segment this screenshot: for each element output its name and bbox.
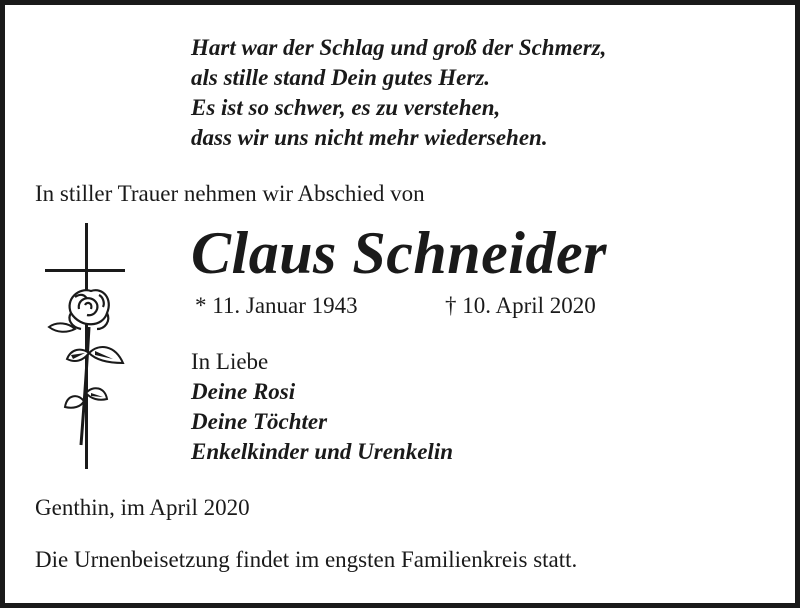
mourners-list [191,347,453,467]
deceased-name: Claus Schneider [191,220,607,286]
death-date: † 10. April 2020 [445,293,596,318]
poem-line: als stille stand Dein gutes Herz. [191,65,491,90]
cross-with-rose-icon [41,223,133,473]
poem-line: Es ist so schwer, es zu verstehen, [191,95,501,120]
mourner-name: Enkelkinder und Urenkelin [191,439,453,464]
poem-line: dass wir uns nicht mehr wiedersehen. [191,125,548,150]
mourner-name: Deine Töchter [191,409,328,434]
place-and-date: Genthin, im April 2020 [35,495,250,520]
birth-date: * 11. Januar 1943 [195,293,358,318]
mourning-intro: In stiller Trauer nehmen wir Abschied von [35,181,425,206]
poem-line: Hart war der Schlag und groß der Schmerz, [191,35,607,60]
mourner-name: Deine Rosi [191,379,296,404]
memorial-poem [191,33,606,153]
burial-notice: Die Urnenbeisetzung findet im engsten Familienkreis statt. [35,547,578,572]
mourners-heading: In Liebe [191,349,269,374]
